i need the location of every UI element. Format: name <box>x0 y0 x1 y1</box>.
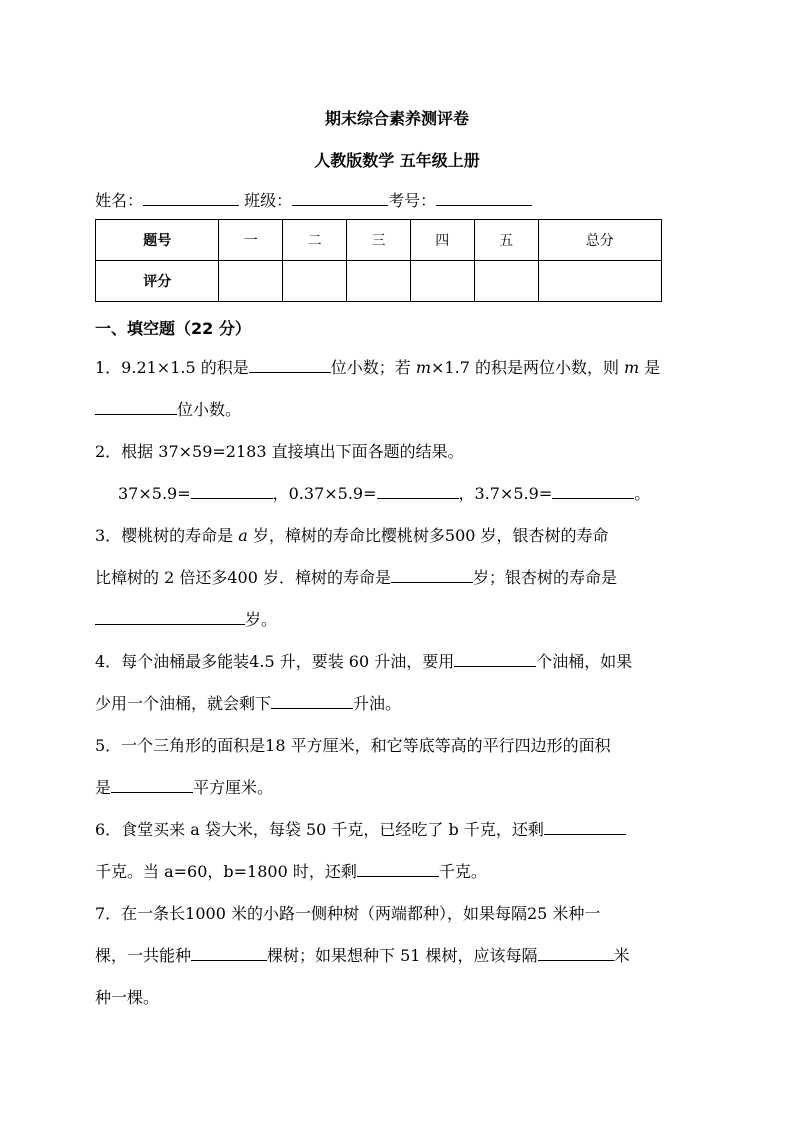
score-header-label: 题号 <box>96 220 219 261</box>
q1-blank-1[interactable] <box>249 358 331 373</box>
q1-variable: m <box>415 358 432 377</box>
score-cell[interactable] <box>474 261 538 302</box>
exam-no-label: 考号： <box>388 191 437 210</box>
q1-text: 位小数；若 <box>330 358 416 377</box>
question-1-line-1 <box>95 355 660 378</box>
q3-text: 岁。 <box>245 610 278 629</box>
question-2-line-1: 2．根据 37×59=2183 直接填出下面各题的结果。 <box>95 442 464 461</box>
q1-text: 1．9.21×1.5 的积是 <box>95 358 249 377</box>
question-2-line-2 <box>118 481 650 504</box>
score-header-3: 三 <box>347 220 411 261</box>
q2-text: ，0.37×5.9= <box>272 484 377 503</box>
score-cell-total[interactable] <box>538 261 661 302</box>
q4-text: 个油桶，如果 <box>536 652 633 671</box>
question-5-line-2 <box>95 775 273 798</box>
question-7-line-1: 7．在一条长1000 米的小路一侧种树（两端都种），如果每隔25 米种一 <box>95 904 601 923</box>
q1-text: 是 <box>639 358 661 377</box>
score-cell[interactable] <box>283 261 347 302</box>
q2-blank-1[interactable] <box>191 484 273 499</box>
q2-text: 37×5.9= <box>118 484 191 503</box>
page-title: 期末综合素养测评卷 <box>324 109 469 128</box>
class-label: 班级： <box>244 191 293 210</box>
score-row-label: 评分 <box>96 261 219 302</box>
score-header-1: 一 <box>219 220 283 261</box>
q4-blank-2[interactable] <box>271 694 353 709</box>
question-5-line-1: 5．一个三角形的面积是18 平方厘米，和它等底等高的平行四边形的面积 <box>95 736 611 755</box>
name-field[interactable] <box>143 191 239 206</box>
q3-blank-2[interactable] <box>95 610 245 625</box>
q7-blank-1[interactable] <box>191 946 267 961</box>
question-7-line-3: 种一棵。 <box>95 988 160 1007</box>
question-6-line-2 <box>95 859 487 882</box>
q1-blank-2[interactable] <box>95 400 177 415</box>
q7-text: 棵树；如果想种下 51 棵树，应该每隔 <box>267 946 538 965</box>
q6-blank-1[interactable] <box>544 820 626 835</box>
q2-text: 。 <box>634 484 651 503</box>
score-header-total: 总分 <box>538 220 661 261</box>
question-3-line-1 <box>95 523 609 546</box>
q6-text: 6．食堂买来 a 袋大米，每袋 50 千克，已经吃了 b 千克，还剩 <box>95 820 544 839</box>
score-cell[interactable] <box>347 261 411 302</box>
q1-text: 位小数。 <box>177 400 242 419</box>
q2-blank-2[interactable] <box>377 484 459 499</box>
question-3-line-3 <box>95 607 277 630</box>
q4-text: 4．每个油桶最多能装4.5 升，要装 60 升油，要用 <box>95 652 455 671</box>
q7-text: 棵，一共能种 <box>95 946 192 965</box>
q3-text: 比樟树的 2 倍还多400 岁．樟树的寿命是 <box>95 568 391 587</box>
score-table <box>95 219 662 302</box>
name-label: 姓名： <box>95 191 144 210</box>
q2-blank-3[interactable] <box>552 484 634 499</box>
q4-text: 升油。 <box>353 694 402 713</box>
q6-blank-2[interactable] <box>357 862 439 877</box>
exam-no-field[interactable] <box>436 191 532 206</box>
q5-text: 是 <box>95 778 112 797</box>
score-header-4: 四 <box>410 220 474 261</box>
question-7-line-2 <box>95 943 630 966</box>
page-subtitle: 人教版数学 五年级上册 <box>314 151 480 170</box>
question-6-line-1 <box>95 817 626 840</box>
question-1-line-2 <box>95 397 241 420</box>
q4-blank-1[interactable] <box>454 652 536 667</box>
score-header-2: 二 <box>283 220 347 261</box>
score-cell[interactable] <box>219 261 283 302</box>
student-info-line <box>95 188 532 211</box>
q7-blank-2[interactable] <box>538 946 614 961</box>
q6-text: 千克。 <box>438 862 487 881</box>
q5-blank-1[interactable] <box>111 778 193 793</box>
q3-blank-1[interactable] <box>391 568 473 583</box>
q4-text: 少用一个油桶，就会剩下 <box>95 694 272 713</box>
q1-variable: m <box>624 358 640 377</box>
score-table-score-row <box>96 261 662 302</box>
question-3-line-2 <box>95 565 617 588</box>
score-header-5: 五 <box>474 220 538 261</box>
score-table-header-row <box>96 220 662 261</box>
q3-text: 岁；银杏树的寿命是 <box>472 568 617 587</box>
question-4-line-2 <box>95 691 401 714</box>
q5-text: 平方厘米。 <box>193 778 274 797</box>
q3-text: 3．樱桃树的寿命是 <box>95 526 239 545</box>
q1-text: ×1.7 的积是两位小数，则 <box>431 358 625 377</box>
q6-text: 千克。当 a=60，b=1800 时，还剩 <box>95 862 357 881</box>
q7-text: 米 <box>613 946 630 965</box>
q3-variable: a <box>238 526 248 545</box>
score-cell[interactable] <box>410 261 474 302</box>
q3-text: 岁，樟树的寿命比樱桃树多500 岁，银杏树的寿命 <box>247 526 609 545</box>
question-4-line-1 <box>95 649 632 672</box>
class-field[interactable] <box>292 191 388 206</box>
q2-text: ，3.7×5.9= <box>458 484 553 503</box>
section-title: 一、填空题（22 分） <box>95 319 251 338</box>
